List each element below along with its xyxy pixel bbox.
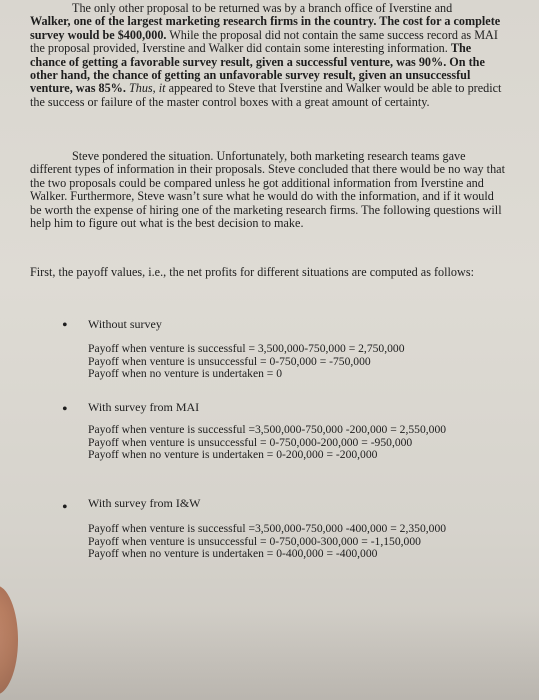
bullet-icon: • [62, 317, 68, 334]
paragraph-proposal [30, 2, 508, 109]
bullet-icon: • [62, 401, 68, 418]
bullet-icon: • [62, 499, 68, 516]
paragraph-steve [30, 150, 508, 230]
paragraph-intro [30, 266, 508, 279]
section-heading-iw: With survey from I&W [88, 496, 201, 510]
conclusion-text: appeared to Steve that Iverstine and Walker would be able to predict the success or failure of the master control boxes with a great amount of certainty. [30, 81, 502, 109]
cost-text: $400,000. [117, 27, 167, 42]
payoff-line: Payoff when venture is unsuccessful = 0-750,000-300,000 = -1,150,000 [88, 534, 421, 548]
payoff-line: Payoff when venture is unsuccessful = 0-750,000 = -750,000 [88, 354, 371, 368]
section-heading-without-survey: Without survey [88, 317, 162, 331]
probability-text: The chance of getting a favorable survey result, given a successful venture, was 90%. On the other hand, the chance of getting an unfavorable survey result, given an unsuccessful venture, was 85%. [30, 41, 485, 96]
payoff-list-iw [88, 523, 446, 561]
payoff-line: Payoff when no venture is undertaken = 0-200,000 = -200,000 [88, 448, 378, 462]
section-heading-mai: With survey from MAI [88, 400, 200, 414]
thus-text: Thus, it [125, 81, 166, 96]
payoff-list-mai [88, 424, 446, 462]
proposal-text: While the proposal did not contain the same success record as MAI the proposal provided, Iverstine and Walker did contain some interesting information. [30, 27, 498, 56]
paragraph-steve-text: Steve pondered the situation. Unfortunately, both marketing research teams gave different types of information in their proposals. Steve concluded that there would be no way that the two proposals could be compared unless he got additional information from Iverstine and Walker. Furthermore, Steve wasn’t sure what he would do with the information, and if it would be worth the expense of hiring one of the marketing research firms. The following questions will help him to figure out what is the best decision to make. [30, 149, 505, 231]
payoff-line: Payoff when venture is successful = 3,500,000-750,000 = 2,750,000 [88, 342, 405, 355]
payoff-line: Payoff when no venture is undertaken = 0 [88, 367, 283, 381]
payoff-list-without-survey [88, 343, 405, 381]
paragraph-body [30, 15, 508, 109]
intro-text: First, the payoff values, i.e., the net profits for different situations are computed as follows: [30, 265, 474, 279]
payoff-line: Payoff when no venture is undertaken = 0-400,000 = -400,000 [88, 547, 378, 561]
paragraph-first-line: The only other proposal to be returned was by a branch office of Iverstine and [72, 1, 453, 15]
payoff-line: Payoff when venture is successful =3,500,000-750,000 -200,000 = 2,550,000 [88, 423, 447, 436]
payoff-line: Payoff when venture is successful =3,500,000-750,000 -400,000 = 2,350,000 [88, 522, 447, 535]
payoff-line: Payoff when venture is unsuccessful = 0-750,000-200,000 = -950,000 [88, 435, 413, 449]
firm-name-text: Walker, one of the largest marketing research firms in the country. The cost for a complete survey would be [30, 14, 501, 42]
page-shadow [0, 610, 539, 700]
